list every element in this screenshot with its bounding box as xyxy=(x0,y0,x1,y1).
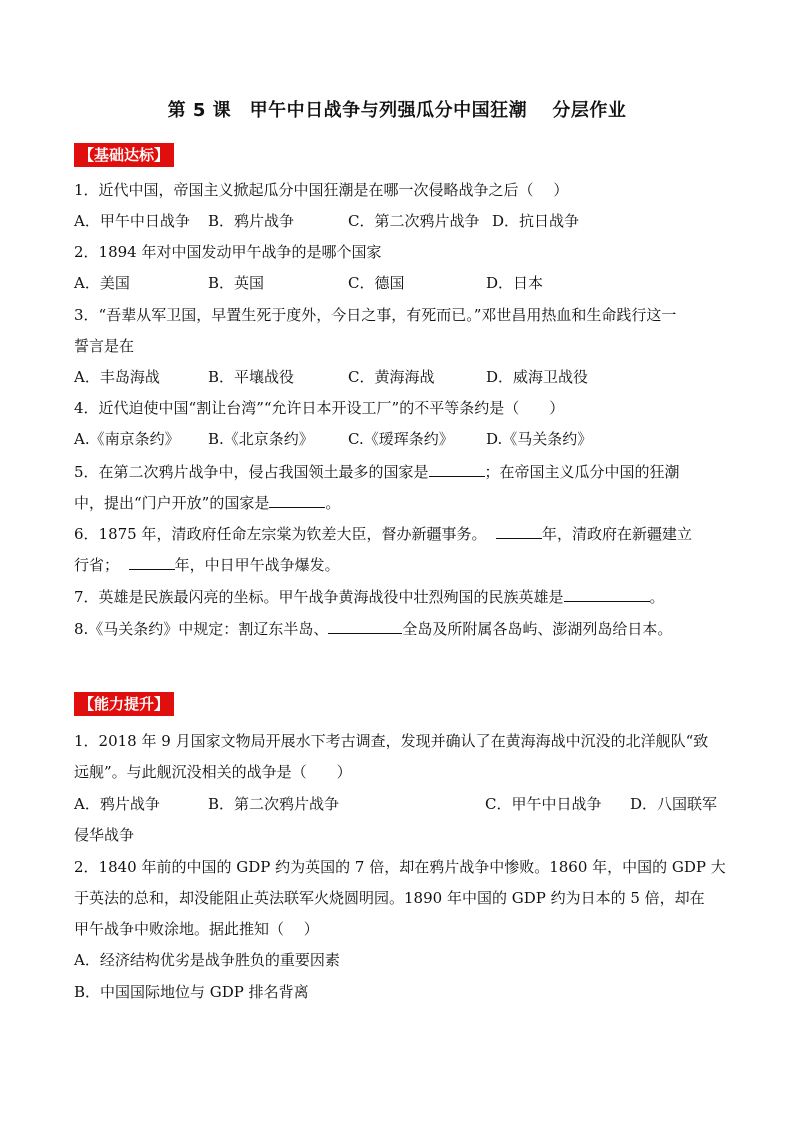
advanced-q1-stem-line1: 1．2018 年 9 月国家文物局开展水下考古调查，发现并确认了在黄海海战中沉没的北洋舰队“致 xyxy=(74,732,709,750)
basic-q3-stem-line1: 3．“吾辈从军卫国，早置生死于度外，今日之事，有死而已。”邓世昌用热血和生命践行这一 xyxy=(74,306,677,324)
advanced-q2-stem-line2: 于英法的总和，却没能阻止英法联军火烧圆明园。1890 年中国的 GDP 约为日本的 5 倍，却在 xyxy=(74,889,705,907)
answer-blank[interactable] xyxy=(269,492,325,508)
basic-q6-line1 xyxy=(74,523,734,544)
option-d: D.《马关条约》 xyxy=(486,430,593,448)
q7-text-a: 7．英雄是民族最闪亮的坐标。甲午战争黄海战役中壮烈殉国的民族英雄是 xyxy=(74,588,564,606)
answer-blank[interactable] xyxy=(429,461,485,477)
option-a: A．丰岛海战 xyxy=(74,368,160,386)
option-c: C.《瑷珲条约》 xyxy=(348,430,454,448)
basic-q5-line2 xyxy=(74,492,734,513)
option-a: A．甲午中日战争 xyxy=(74,212,190,230)
option-b: B．英国 xyxy=(208,274,265,292)
option-c: C．第二次鸦片战争 xyxy=(348,212,480,230)
option-b: B．鸦片战争 xyxy=(208,212,295,230)
option-b: B.《北京条约》 xyxy=(208,430,314,448)
advanced-q2-option-a: A．经济结构优劣是战争胜负的重要因素 xyxy=(74,951,340,969)
page-title: 第 5 课 甲午中日战争与列强瓜分中国狂潮 分层作业 xyxy=(167,100,627,121)
section-tag-advanced: 【能力提升】 xyxy=(74,692,174,716)
answer-blank[interactable] xyxy=(328,618,402,634)
basic-q1-stem: 1．近代中国，帝国主义掀起瓜分中国狂潮是在哪一次侵略战争之后（ ） xyxy=(74,181,569,199)
advanced-q2-option-b: B．中国国际地位与 GDP 排名背离 xyxy=(74,983,309,1001)
q8-text-a: 8.《马关条约》中规定：割辽东半岛、 xyxy=(74,620,329,638)
option-c: C．黄海海战 xyxy=(348,368,435,386)
basic-q8 xyxy=(74,618,734,639)
q5-text-b: ；在帝国主义瓜分中国的狂潮 xyxy=(484,463,680,481)
q8-text-b: 全岛及所附属各岛屿、澎湖列岛给日本。 xyxy=(402,620,673,638)
q5-text-c: 中，提出“门户开放”的国家是 xyxy=(74,494,270,512)
option-c: C．德国 xyxy=(348,274,405,292)
section-tag-basic: 【基础达标】 xyxy=(74,143,174,167)
advanced-q1-stem-line2: 远舰”。与此舰沉没相关的战争是（ ） xyxy=(74,763,352,781)
option-d: D．日本 xyxy=(486,274,544,292)
option-d: D．八国联军 xyxy=(630,795,718,813)
q6-text-c: 行省； xyxy=(74,556,120,574)
answer-blank[interactable] xyxy=(564,586,650,602)
option-b: B．平壤战役 xyxy=(208,368,295,386)
option-c: C．甲午中日战争 xyxy=(485,795,602,813)
answer-blank[interactable] xyxy=(129,554,175,570)
q7-text-b: 。 xyxy=(649,588,665,606)
advanced-q2-stem-line1: 2．1840 年前的中国的 GDP 约为英国的 7 倍，却在鸦片战争中惨败。1860 年，中国的 GDP 大 xyxy=(74,858,726,876)
option-a: A．美国 xyxy=(74,274,130,292)
advanced-q2-stem-line3: 甲午战争中败涂地。据此推知（ ） xyxy=(74,920,319,938)
basic-q5-line1 xyxy=(74,461,734,482)
basic-q3-stem-line2: 誓言是在 xyxy=(74,337,135,355)
option-d: D．抗日战争 xyxy=(492,212,580,230)
q6-text-a: 6．1875 年，清政府任命左宗棠为钦差大臣，督办新疆事务。 xyxy=(74,525,487,543)
answer-blank[interactable] xyxy=(496,523,542,539)
q5-text-a: 5．在第二次鸦片战争中，侵占我国领土最多的国家是 xyxy=(74,463,429,481)
q6-text-d: 年，中日甲午战争爆发。 xyxy=(174,556,340,574)
basic-q4-stem: 4．近代迫使中国“割让台湾”“允许日本开设工厂”的不平等条约是（ ） xyxy=(74,399,565,417)
basic-q2-stem: 2．1894 年对中国发动甲午战争的是哪个国家 xyxy=(74,243,382,261)
advanced-q1-option-d-cont: 侵华战争 xyxy=(74,826,135,844)
basic-q7 xyxy=(74,586,734,607)
option-a: A．鸦片战争 xyxy=(74,795,160,813)
q5-text-d: 。 xyxy=(325,494,341,512)
option-a: A.《南京条约》 xyxy=(74,430,180,448)
q6-text-b: 年，清政府在新疆建立 xyxy=(542,525,693,543)
option-d: D．威海卫战役 xyxy=(486,368,589,386)
option-b: B．第二次鸦片战争 xyxy=(208,795,340,813)
basic-q6-line2 xyxy=(74,554,734,575)
